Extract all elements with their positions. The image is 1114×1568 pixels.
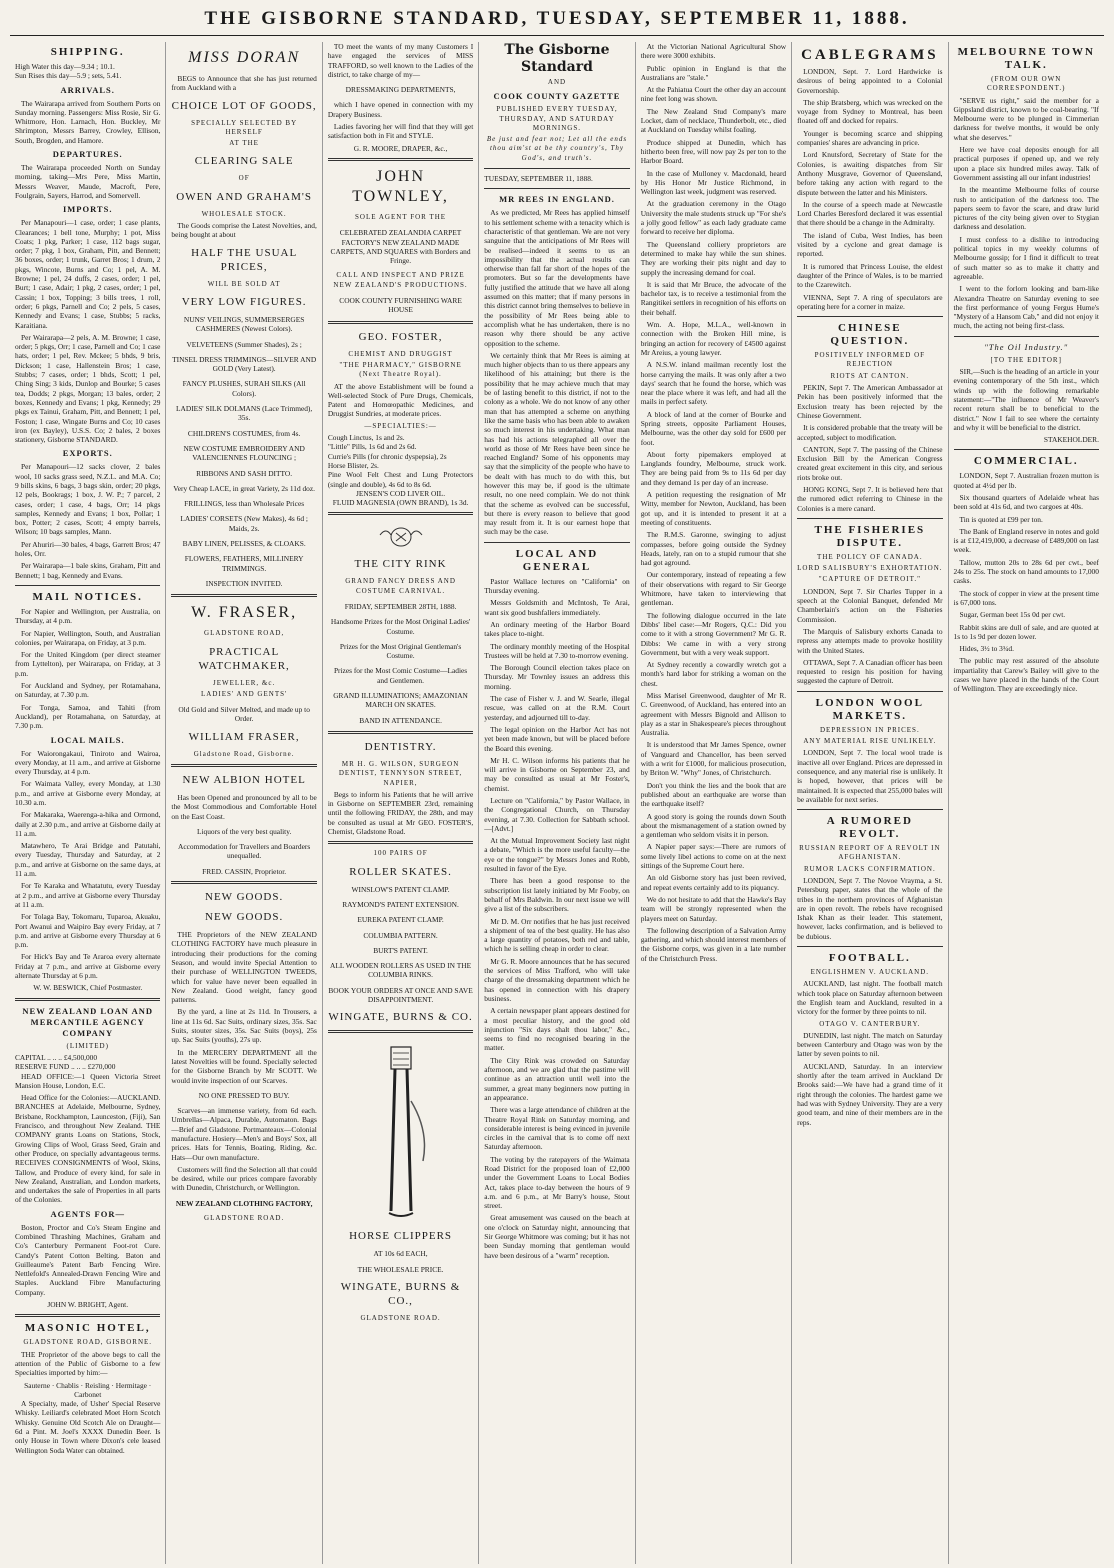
skate-item: RAYMOND'S PATENT EXTENSION. (342, 899, 459, 909)
wingate-addr: GLADSTONE ROAD. (360, 1313, 441, 1322)
nz-loan-sub: (LIMITED) (66, 1041, 109, 1050)
local-mails-heading: LOCAL MAILS. (50, 734, 125, 745)
chinese-item: It is considered probable that the treaty will be accepted, subject to modification. (797, 423, 943, 442)
nz-loan-heading: NEW ZEALAND LOAN AND MERCANTILE AGENCY COMPANY (22, 1005, 154, 1038)
specialties: —SPECIALTIES:— (364, 421, 437, 430)
albion-body: Has been Opened and pronounced by all to be the Most Commodious and Comfortable Hotel on the East Coast. (171, 792, 317, 821)
column-news (636, 42, 792, 1564)
low-figures: VERY LOW FIGURES. (181, 295, 307, 308)
news-item: The following description of a Salvation Army gathering, and which should interest members of the Gisborne corps, was given in a late number of the Christchurch Press. (640, 925, 787, 963)
columns (10, 42, 1104, 1564)
drapery-item: VELVETEENS (Summer Shades), 2s ; (186, 339, 302, 349)
salisbury-sub: LORD SALISBURY'S EXHORTATION. (797, 564, 943, 573)
practical-watchmaker: PRACTICAL WATCHMAKER, (198, 645, 290, 672)
dentist-name: MR H. G. WILSON, SURGEON DENTIST, TENNYSON STREET, NAPIER, (338, 759, 463, 787)
riots-sub: RIOTS AT CANTON. (830, 371, 910, 380)
wine-item: Carbonet (74, 1389, 102, 1399)
sold-at: WILL BE SOLD AT (207, 279, 281, 288)
melbourne-paragraph: I must confess to a dislike to introducing political topics in my weekly columns of Melbourne gossip; for I find it difficult to treat of such matter so as to make it chatty and agreeable. (953, 234, 1099, 281)
wool-sub-2: ANY MATERIAL RISE UNLIKELY. (803, 737, 937, 746)
local-item: Pastor Wallace lectures on "California" on Thursday evening. (484, 576, 630, 596)
capital-line: CAPITAL .. .. .. £4,500,000 (15, 1052, 98, 1062)
melbourne-heading: MELBOURNE TOWN TALK. (957, 46, 1095, 71)
cable-item: The ship Bratsberg, which was wrecked on the voyage from Sydney to Montreal, has been floated off and docked for repairs. (797, 97, 943, 126)
spec-item: Cough Linctus, 1s and 2s. (327, 433, 405, 443)
goods-comprise: The Goods comprise the Latest Novelties, and, being bought at about (171, 221, 317, 240)
ladies-gents: LADIES' AND GENTS' (201, 689, 288, 698)
local-item: The voting by the ratepayers of the Waimata Road District for the proposed loan of £2,000 under the Government Loans to Local Bodies Act, takes place to-day between the hours of 9 a.m. and 6 p.m., at Mr Barry's house, Stout street. (484, 1154, 630, 1211)
agents-heading: AGENTS FOR— (50, 1208, 125, 1219)
carnival: GRAND FANCY DRESS AND COSTUME CARNIVAL. (345, 577, 456, 595)
commercial-item: Six thousand quarters of Adelaide wheat has been sold at 41s 6d, and two cargoes at 40s. (953, 492, 1099, 512)
football-text: AUCKLAND, last night. The football match which took place on Saturday afternoon between the English team and Auckland, resulted in a victory for the former by three points to nil. (797, 979, 943, 1017)
at-the: AT THE (229, 139, 259, 148)
wool-sub: DEPRESSION IN PRICES. (819, 725, 920, 734)
news-item: At Sydney recently a cowardly wretch got a month's hard labor for striking a woman on the chest. (640, 660, 787, 688)
melbourne-sub: (FROM OUR OWN CORRESPONDENT.) (987, 75, 1066, 93)
news-item: At the Pahiatua Court the other day an account nine feet long was shown. (640, 85, 787, 104)
fisheries-sub: THE POLICY OF CANADA. (817, 552, 923, 561)
wool-heading: LONDON WOOL MARKETS. (815, 696, 924, 722)
townley-call: CALL AND INSPECT AND PRIZE NEW ZEALAND'S PRODUCTIONS. (333, 271, 468, 289)
cable-item: VIENNA, Sept 7. A ring of speculators are operating here for a corner in maize. (797, 292, 943, 311)
cablegrams-heading: CABLEGRAMS (801, 47, 939, 63)
chemist: CHEMIST AND DRUGGIST (348, 349, 453, 358)
agents-sign: JOHN W. BRIGHT, Agent. (47, 1300, 129, 1310)
moore-intro: TO meet the wants of my many Customers I have engaged the services of MISS TRAFFORD, so well known to the Ladies of the district, to take charge of my— (327, 42, 474, 79)
masthead: THE GISBORNE STANDARD, TUESDAY, SEPTEMBER 11, 1888. (10, 8, 1104, 36)
oil-sign: STAKEHOLDER. (1043, 435, 1099, 445)
old-gold: Old Gold and Silver Melted, and made up to Order. (178, 705, 310, 724)
wine-list: Sauterne · Chablis · Reisling · Hermitage · Carbonet (24, 1380, 152, 1399)
band: BAND IN ATTENDANCE. (359, 715, 442, 725)
commercial-item: Hides, 3½ to 3¾d. (959, 644, 1014, 654)
paper-and: AND (547, 78, 567, 86)
news-item: A Napier paper says:—There are rumors of some lively libel actions to come on at the next sittings of the Supreme Court here. (640, 842, 787, 871)
news-item: At the graduation ceremony in the Otago University the male students struck up "For she's a jolly good fellow" as each lady graduate came forward to receive her diploma. (640, 199, 787, 237)
commercial-item: Tallow, mutton 20s to 28s 6d per cwt., beef 24s to 25s. The stock on hand amounts to 17,000 casks. (953, 557, 1099, 586)
news-item: The New Zealand Stud Company's mare Locket, dam of necklace, Thunderbolt, etc., died at Auckland on Tuesday whilst foaling. (640, 106, 787, 135)
column-editorial (479, 42, 635, 1564)
news-item: Wm. A. Hope, M.L.A., well-known in connection with the Broken Hill mine, is bringing an action for recovery of £4500 against Mr Areius, a young lawyer. (640, 320, 787, 357)
tide-line: High Water this day—9.34 ; 10.1. (15, 62, 115, 71)
chinese-heading: CHINESE QUESTION. (830, 322, 910, 348)
column-shipping (10, 42, 166, 1564)
cable-item: It is rumored that Princess Louise, the eldest daughter of the Prince of Wales, is to be married to the Czarewitch. (797, 261, 943, 290)
drapery-item: FRILLINGS, less than Wholesale Prices (184, 499, 305, 509)
inspection-invited: INSPECTION INVITED. (205, 578, 283, 588)
commercial-heading: COMMERCIAL. (973, 455, 1079, 468)
drapery-item: CHILDREN'S COSTUMES, from 4s. (187, 428, 301, 438)
column-drapery-ads (166, 42, 322, 1564)
news-item: In the case of Mulloney v. Macdonald, heard by His Honor Mr Justice Richmond, in Wellington last week, judgment was reserved. (640, 168, 787, 197)
owen-graham: OWEN AND GRAHAM'S (176, 190, 312, 203)
imports-text: Per Manapouri—1 case, order; 1 case plants, Clearances; 1 bell tone, Murphy; 1 pot, Miss Coats; 1 pkg, Parker; 1 case, 112 bags sugar, order; 7 pkg, 1 box, Graham, Pitt, and Bennett; 36 boxes, order; 1 trunk, Garret Bros; 1 drum, 2 pkgs, Wincote, Burns and Co; 1 pel, A. M. Browne; 1 pel, 24 duffs, 2 cases, order; 1 pel, Burt; 1 case, Adair; 1 pkg, 2 cases, order; 1 pel, Cassin; 1 box, Topping; 3 bills trees, 1 roll, order; 6 pkgs, Parnell and Co; 2 pels, 5 cases, Kennedy and Evans; 1 case, Stubbs; 5 racks, Karaitiana. (15, 218, 161, 330)
paper-gazette: COOK COUNTY GAZETTE (493, 91, 621, 102)
drapery-item: NEW COSTUME EMBROIDERY AND VALENCIENNES FLOUNCING ; (183, 443, 305, 463)
drapery-item: FANCY PLUSHES, SURAH SILKS (All Colors). (182, 379, 306, 398)
paper-title: The Gisborne Standard (504, 42, 610, 75)
dentistry-heading: DENTISTRY. (364, 740, 437, 753)
half-prices: HALF THE USUAL PRICES, (191, 246, 298, 273)
albion-hotel: NEW ALBION HOTEL (182, 773, 306, 786)
shipping-heading: SHIPPING. (50, 46, 125, 58)
moore-sign: G. R. MOORE, DRAPER, &c., (353, 143, 448, 153)
leader-paragraph: As we predicted, Mr Rees has applied himself to his settlement scheme with a tenacity which is characteristic of that gentleman. We are not very sanguine that the anticipations of Mr Rees will be realised—indeed it seems to us an impossibility that the actual results can otherwise than fall far short of the hopes of the promoters. But so far the developments have fully justified the attitude that we have all along assumed on this matter; that if many persons in this district cannot bring themselves to believe in the possibility of Mr Rees being able to accomplish what he has undertaken, there is no reason why there should be any active opposition to the scheme. (484, 208, 630, 348)
clearing-sale: CLEARING SALE (194, 155, 294, 168)
book-orders: BOOK YOUR ORDERS AT ONCE AND SAVE DISAPPOINTMENT. (328, 985, 473, 1004)
cable-item: Lord Knutsford, Secretary of State for the Colonies, is awaiting dispatches from Sir Anthony Musgrave, Governor of Queensland, before taking any action with regard to the dispute between the latter and his Ministers. (797, 150, 943, 197)
commercial-tail: The public may rest assured of the absolute impartiality that Carew's Bailey will give to the cases we have placed in the hands of the Court of Wellington. They are exceedingly nice. (953, 656, 1099, 694)
city-rink: THE CITY RINK (354, 558, 447, 571)
foster-name: GEO. FOSTER, (358, 330, 443, 343)
fraser-sign: WILLIAM FRASER, (188, 730, 300, 743)
local-general-heading: LOCAL AND GENERAL (515, 547, 599, 573)
factory-addr: GLADSTONE ROAD. (204, 1214, 285, 1223)
melbourne-paragraph: "SERVE us right," said the member for a Gippsland district, known to be coal-bearing. "If Melbourne were to be plunged in Cimmerian darkness for twelve months, it would be only what she deserves." (953, 95, 1099, 142)
local-item: Mr H. C. Wilson informs his patients that he will arrive in Gisborne on September 23, and may be consulted as usual at Mr Foster's, chemist. (484, 755, 630, 793)
local-item: Mr D. M. Orr notifies that he has just received a shipment of tea of the best quality. He has also a large quantity of potatoes, both red and table, which he is selling cheap in order to clear. (484, 916, 630, 954)
capture-sub: "CAPTURE OF DETROIT." (818, 575, 921, 584)
doran-intro: BEGS to Announce that she has just returned from Auckland with a (171, 74, 317, 93)
agents-text: Boston, Proctor and Co's Steam Engine and Combined Thrashing Machines, Graham and Co's Canterbury Permanent Foot-rot Cure. Candy's Patent Cotton Belting. Baton and Guilleaume's Patent Barb Fencing Wire. Nettlefold's Annealed-Drawn Fencing Wire and Staples. Auckland Fibre Manufacturing Company. (15, 1222, 161, 1297)
local-mail-item: For Hick's Bay and Te Araroa every alternate Friday at 7 p.m., and arrive at Gisborne every alternate Thursday at 6 p.m. (15, 952, 161, 981)
wingate-burns-2: WINGATE, BURNS & CO., (340, 1280, 461, 1307)
clothing-factory: NEW ZEALAND CLOTHING FACTORY, (175, 1198, 313, 1208)
wholesale-price: THE WHOLESALE PRICE. (357, 1264, 444, 1274)
foster-body: AT the above Establishment will be found a Well-selected Stock of Pure Drugs, Chemicals, Patent and Homœopathic Medicines, and Druggist Sundries, at moderate prices. (327, 381, 474, 419)
fraser-addr: Gladstone Road, Gisborne. (193, 749, 295, 758)
news-item: The R.M.S. Garonne, swinging to adjust compasses, before going outside the Sydney Heads, lately, ran on to a stupid rumour that she had got aground. (640, 530, 787, 568)
jeweller: JEWELLER, &c. (213, 678, 276, 687)
news-item: Public opinion in England is that the Australians are "stale." (640, 63, 787, 82)
all-wooden: ALL WOODEN ROLLERS AS USED IN THE COLUMBIA RINKS. (330, 961, 472, 980)
customers-text: Customers will find the Selection all that could be desired, while our prices compare favorably with Dunedin, Christchurch, or Wellington. (171, 1164, 317, 1193)
mail-heading: MAIL NOTICES. (32, 590, 143, 603)
skate-item: WINSLOW'S PATENT CLAMP. (351, 884, 450, 894)
column-cablegrams (792, 42, 948, 1564)
wine-item: Sauterne (24, 1380, 50, 1390)
roller-skates: ROLLER SKATES. (349, 865, 452, 878)
horse-clippers-icon (361, 1041, 441, 1221)
local-item: The case of Fisher v. J. and W. Searle, illegal rescue, was called on at the R.M. Court yesterday, and adjourned till to-day. (484, 694, 630, 722)
news-item: It is understood that Mr James Spence, owner of Vanguard and Chancellor, has been served with a writ for £1000, for malicious prosecution, by Briton W. "Why" Jones, of Christchurch. (640, 740, 787, 778)
news-item: A petition requesting the resignation of Mr Witty, member for Newton, Auckland, has been got up, and it is intended to present it at a meeting of constituents. (640, 490, 787, 527)
local-item: At the Mutual Improvement Society last night a debate, "Which is the more useful faculty—the eye or the tongue?" by Messrs Jones and Robb, resulted in favor of the Eye. (484, 836, 630, 874)
local-item: Great amusement was caused on the beach at one o'clock on Saturday night, announcing that Sir George Whitmore was coming; but it has not been Sunday morning that gentleman would have been desirous of a "warm" reception. (484, 1213, 630, 1260)
news-item: Produce shipped at Dunedin, which has hitherto been free, will now pay 2s per ton to the Harbor Board. (640, 137, 787, 166)
local-item: There was a large attendance of children at the Theatre Royal Rink on Saturday morning, and considerable interest is being evinced in juvenile circles in the carnival that is to come off next Saturday afternoon. (484, 1105, 630, 1152)
local-mail-item: For Te Karaka and Whatatutu, every Tuesday at 2 p.m., and arrive at Gisborne every Thursday at 11 a.m. (15, 881, 161, 909)
commercial-item: Rabbit skins are dull of sale, and are quoted at 1s to 1s 9d per dozen lower. (953, 622, 1099, 641)
moore-body: which I have opened in connection with my Drapery Business. (327, 100, 474, 119)
dentist-body: Begs to inform his Patients that he will arrive in Gisborne on SEPTEMBER 23rd, remaining until the following FRIDAY, the 28th, and may be consulted as usual at Mr GEO. FOSTER'S, Chemist, Gladstone Road. (327, 789, 474, 837)
prizes-comic: Prizes for the Most Comic Costume—Ladies and Gentlemen. (333, 666, 468, 685)
cable-item: In the course of a speech made at Newcastle Lord Charles Beresford declared it was essential that there should be a change in the Admiralty. (797, 199, 943, 228)
melbourne-paragraph: I went to the forlorn looking and barn-like Alexandra Theatre on Saturday evening to see the first performance of young Fergus Hume's "Mystery of a Hansom Cab," and did not enjoy it much, the acting not being first-class. (953, 284, 1099, 331)
imports-text-2: Per Wairarapa—2 pels, A. M. Browne; 1 case, order; 5 pkgs, Orr; 1 case, Parnell and Co; 1 case hats, order; 1 pel, Rev. Mckee; 5 bhds, 9 bris, Dickson; 1 case, Hallenstein Bros; 1 case, Stubbs; 7 cases, order; 1 bhds, Scott; 1 pel, Ching Sing; 3 kids, Dunlop and Bourke; 5 cases tea, Dodds; 2 pkgs, Morgan; 13 bales, order; 2 boxes, Kennedy and Evans; 1 pkg, Kennedy; 29 pkgs ex Tainui, Graham, Pitt, and Bennett; 1 pel, Foston; 1 case, Wingate Burns and Co; 10 cases iron (ex Bayley), U.S.S. Co; 2 bales, 2 boxes stationery, Gisborne STANDARD. (15, 332, 161, 445)
mail-item: For the United Kingdom (per direct steamer from Lyttelton), per Wairarapa, on Friday, at 3 p.m. (15, 650, 161, 678)
commercial-item: Tin is quoted at £99 per ton. (959, 514, 1043, 524)
choice-lot: CHOICE LOT OF GOODS, (171, 99, 317, 112)
local-item: The ordinary monthly meeting of the Hospital Trustees will be held at 7.30 to-morrow evening. (484, 641, 630, 660)
oil-text: SIR,—Such is the heading of an article in your evening contemporary of the 5th inst., which winds up with the following remarkable statement:—"The influence of Mr Weaver's recent return shall be to beneficial to the district." Now I fail to see where the certainty and why it will be beneficial to the district. (953, 367, 1099, 432)
mail-item: For Auckland and Sydney, per Rotamahana, on Saturday, at 7.30 p.m. (15, 681, 161, 700)
departures-text: The Wairarapa proceeded North on Sunday morning, taking—Mrs Pere, Miss Martin, Messrs Weaver, Maude, Macroft, Pere, Foulgrain, Sayers, Harrod, and Somervell. (15, 163, 161, 200)
masonic-tail: A Specialty, made, of Usher' Special Reserve Whisky. Leiliard's celebrated Moet Horn Scotch Whisky. Genuine Old Scotch Ale on Draught—6d a Pint. M. Joel's XXXX Dunedin Beer. Is only House in Town where Dixon's cele leased Wellington Soda Water can obtained. (15, 1399, 161, 1455)
drapery-item: LADIES' SILK DOLMANS (Lace Trimmed), 35s. (176, 404, 313, 423)
news-item: Our contemporary, instead of repeating a few of their observations with regard to Sir George Whitmore, have taken to interviewing that gentleman. (640, 570, 787, 608)
townley-sub: SOLE AGENT FOR THE (355, 212, 447, 221)
local-mail-item: Matawhero, Te Arai Bridge and Patutahi, every Tuesday, Thursday and Saturday, at 2 p.m., and arrive at Gisborne on the same days, at 11 a.m. (15, 841, 161, 879)
revolt-sub-2: RUMOR LACKS CONFIRMATION. (803, 864, 936, 873)
commercial-item: Sugar, German beet 15s 0d per cwt. (959, 610, 1066, 620)
moore-ladies: Ladies favoring her will find that they will get satisfaction both in Fit and STYLE. (327, 122, 474, 141)
suits-list: By the yard, a line at 2s 11d. In Trousers, a line at 11s 6d. Sac Suits, ordinary sizes, 35s. Sac Suits, stouter sizes, 35s. Sac Suits (boys), 25s up. Sac Suits (youths), 27s up. (171, 1007, 317, 1045)
fisheries-item: The Marquis of Salisbury exhorts Canada to repress any attempts made to provoke hostility with the United States. (797, 626, 943, 655)
prizes-ladies: Handsome Prizes for the Most Original Ladies' Costume. (330, 617, 471, 636)
local-item: Mr G. R. Moore announces that he has secured the services of Miss Trafford, who will take charge of the dressmaking department which he has opened in connection with his drapery business. (484, 956, 630, 1003)
skate-item: BURT'S PATENT. (373, 945, 428, 955)
oil-heading: "The Oil Industry." (984, 341, 1069, 352)
masonic-body: THE Proprietor of the above begs to call the attention of the Public of Gisborne to a few Specialties imported by him:— (15, 1349, 161, 1378)
fisheries-heading: THE FISHERIES DISPUTE. (814, 523, 926, 549)
carnival-date: FRIDAY, SEPTEMBER 28TH, 1888. (344, 601, 457, 611)
local-mail-item: For Waimata Valley, every Monday, at 1.30 p.m., and arrive at Gisborne every Monday, at 10.30 a.m. (15, 779, 161, 807)
spec-item: JENSEN'S COD LIVER OIL. (355, 488, 446, 498)
arrivals-heading: ARRIVALS. (60, 84, 115, 95)
selected-line: SPECIALLY SELECTED BY HERSELF (191, 118, 298, 136)
chinese-sub: POSITIVELY INFORMED OF REJECTION (814, 351, 926, 369)
prizes-gents: Prizes for the Most Original Gentleman's Costume. (339, 641, 462, 661)
commercial-item: LONDON, Sept 7. Australian frozen mutton is quoted at 4½d per lb. (953, 471, 1099, 490)
cable-item: The island of Cuba, West Indies, has been visited by a cyclone and great damage is reported. (797, 230, 943, 259)
news-item: An old Gisborne story has just been revived, and repeat events certainly add to its piquancy. (640, 873, 787, 892)
townley-body: CELEBRATED ZEALANDIA CARPET FACTORY'S NEW ZEALAND MADE CARPETS, AND SQUARES with Borders and Fringe. (330, 228, 471, 266)
imports-heading: IMPORTS. (62, 204, 113, 215)
arrivals-text: The Wairarapa arrived from Southern Ports on Sunday morning. Passengers: Miss Rosie, Sir G. Whitmore, Hon. Larnach, Hon. Buckley, Mr Shrimpton, Messrs Barrey, Crowley, Ellison, South, Brogden, and Hamore. (15, 98, 161, 145)
departures-heading: DEPARTURES. (52, 149, 123, 160)
drapery-item: TINSEL DRESS TRIMMINGS—SILVER AND GOLD (Very Latest). (172, 354, 317, 374)
local-item: The legal opinion on the Harbor Act has not yet been made known, but will be placed before the Board this evening. (484, 724, 630, 753)
head-office: HEAD OFFICE:—1 Queen Victoria Street Mansion House, London, E.C. (15, 1071, 161, 1090)
horse-clippers: HORSE CLIPPERS (349, 1230, 453, 1243)
of-line: OF (238, 174, 250, 183)
skate-item: COLUMBIA PATTERN. (363, 930, 438, 940)
drapery-item: LADIES' CORSETS (New Makes), 4s 6d ; Maids, 2s. (180, 514, 308, 533)
wool-text: LONDON, Sept 7. The local wool trade is inactive all over England. Prices are depressed in consequence, and any material rise is unlikely. It is hoped, however, that prices will be maintained. It is expected that 255,000 bales will be available for next series. (797, 748, 943, 804)
cable-item: Younger is becoming scarce and shipping companies' shares are advancing in price. (797, 128, 943, 148)
nz-loan-body: Head Office for the Colonies:—AUCKLAND. BRANCHES at Adelaide, Melbourne, Sydney, Brisbane, Rockhampton, Launceston, (Fiji), San Francisco, and throughout New Zealand. THE COMPANY grants Loans on Stations, Stock, Growing Clips of Wool, Grass Seed, Grain and other Produce, on specially advantageous terms. RECEIVES CONSIGNMENTS of Wool, Skins, Tallow, and Produce of every kind, for sale in New Zealand, Australian, and London markets, and undertakes the sale of Properties in all parts of the Colonies. (15, 1093, 161, 1205)
drapery-item: FLOWERS, FEATHERS, MILLINERY TRIMMINGS. (184, 554, 304, 573)
news-item: We do not hesitate to add that the Hawke's Bay team will be strongly represented when the players meet on Saturday. (640, 894, 787, 923)
melbourne-paragraph: Here we have coal deposits enough for all practical purposes if opened up, and we rely upon a place six hundred miles away. Talk of Government assisting all our infant industries! (953, 145, 1099, 182)
leader-paragraph: We certainly think that Mr Rees is aiming at much higher objects than to us there appears any likelihood of his attaining; but there is the possibility that he may achieve much that may be of lasting benefit to this district, if not to the colony as a whole. We do not know of any other man that has attempted a scheme on anything like the same basis who has been able to awaken so much interest in his undertaking. What man has had his actions telegraphed all over the world as those of Mr Rees have been since he reached England? Some of his opponents may say that the simplicity of the people who have to be dealt with has much to do with this, but however this may be, if good is the ultimate result, no one need complain. We do not think that the scheme as evolved can be successful, but there is every reason to believe that good may result from it. It is our earnest hope that such may be the case. (484, 350, 630, 537)
pairs-of: 100 PAIRS OF (373, 849, 428, 858)
local-mail-item: For Makaraka, Waerenga-a-hika and Ormond, daily at 2.30 p.m., and arrive at Gisborne daily at 11 a.m. (15, 810, 161, 838)
local-item: The City Rink was crowded on Saturday afternoon, and we are glad that the pastime will continue as an attraction until well into the summer, a great many beginners now putting in an appearance. (484, 1055, 630, 1102)
spec-item: Pine Wool Felt Chest and Lung Protectors (single and double), 4s 6d to 8s 6d. (327, 470, 474, 489)
no-one-pressed: NO ONE PRESSED TO BUY. (198, 1090, 290, 1100)
column-shop-ads (323, 42, 479, 1564)
leader-heading: MR REES IN ENGLAND. (499, 194, 615, 205)
revolt-heading: A RUMORED REVOLT. (826, 815, 913, 841)
wine-item: Hermitage (115, 1380, 147, 1390)
exports-text: Per Manapouri—12 sacks clover, 2 bales wool, 10 sacks grass seed, N.Z.L. and M.A. Co; 9 bills skins, 6 bags, 3 bags skin, order; 20 pkgs, 12 pels, Bookrags; 1 box, J. W. P.; 7 parcel, 2 cases, order; 1 case, 4 bags, Orr; 14 pkgs samples, Kennedy and Evans; 1 box, Pollar; 1 box, Potter; 2 cases, Scott; 4 empty barrels, Wilson; 10 bags samples, Mann. (15, 462, 161, 537)
news-item: Miss Marisel Greenwood, daughter of Mr R. C. Greenwood, of Auckland, has entered into an agreement with Messrs Bignold and Allison to play as a star in Shakespeare's pieces throughout Australia. (640, 691, 787, 738)
local-item: There has been a good response to the subscription list lately initiated by Mr Fooby, on behalf of Mrs Baldwin. In our next issue we will give a list of the subscribers. (484, 876, 630, 914)
melbourne-paragraph: In the meantime Melbourne folks of course rush to anticipation of the darkness too. The papers seem to favor the scare, and draw lurid pictures of the city being given over to Stygian darkness and desolation. (953, 185, 1099, 232)
local-item: The Borough Council election takes place on Thursday. Mr Townley issues an address this morning. (484, 663, 630, 691)
mercery-text: In the MERCERY DEPARTMENT all the latest Novelties will be found. Specially selected for the Gisborne Branch by Mr SCOTT. We would invite inspection of our Scarves. (171, 1047, 317, 1085)
local-mail-item: For Waiorongakaui, Tiniroto and Wairoa, every Monday, at 11 a.m., and arrive at Gisborne every Thursday, at 4 p.m. (15, 748, 161, 777)
miss-doran-title: MISS DORAN (188, 49, 301, 66)
fisheries-item: LONDON, Sept 7. Sir Charles Tupper in a speech at the Colonial Banquet, defended Mr Chamberlain's action on the Fisheries Commission. (797, 586, 943, 624)
mail-item: For Tonga, Samoa, and Tahiti (from Auckland), per Rotamahana, on Saturday, at 7.30 p.m. (15, 702, 161, 731)
commercial-item: The Bank of England reserve in notes and gold is at £12,419,000, a decrease of £489,000 on last week. (953, 526, 1099, 555)
local-mail-item: For Tolaga Bay, Tokomaru, Tuparoa, Akuaku, Port Awanui and Waipiro Bay every Friday, at 7 p.m. and arrive at Gisborne every Thursday at 6 p.m. (15, 912, 161, 950)
postmaster-sign: W. W. BESWICK, Chief Postmaster. (33, 983, 143, 993)
cable-item: LONDON, Sept. 7. Lord Hardwicke is desirous of being appointed to a Colonial Governorship. (797, 67, 943, 95)
scarves-list: Scarves—an immense variety, from 6d each. Umbrellas—Alpaca, Durable, Automaton. Bags—Brief and Gladstone. Portmanteaux—Colonial manufacture. Hosiery—Men's and Boys' Sox, all prices. Hats for Tennis, Boating, Riding, &c. Hats—Our own manufacture. (171, 1106, 317, 1162)
chinese-item: PEKIN, Sept 7. The American Ambassador at Pekin has been positively informed that the Exclusion treaty has been rejected by the Chinese Government. (797, 383, 943, 420)
news-item: The Queensland colliery proprietors are determined to make hay while the sun shines. They are working their pits night and day to supply the increasing demand for coal. (640, 239, 787, 277)
cook-county-furnishing: COOK COUNTY FURNISHING WARE HOUSE (339, 296, 462, 315)
new-goods: NEW GOODS. (205, 891, 284, 904)
dressmaking: DRESSMAKING DEPARTMENTS, (345, 85, 456, 95)
news-item: Don't you think the lies and the book that are published about an earthquake are worse than the earthquake itself? (640, 780, 787, 809)
news-item: A N.S.W. inland mailman recently lost the horse carrying the mails. It was only after a two days' search that he found the horse, which was near the place where it was left, and had all the mails in perfect safety. (640, 360, 787, 407)
news-item: A block of land at the corner of Bourke and Spring streets, opposite Parliament Houses, Melbourne, was the other day sold for £600 per foot. (640, 409, 787, 447)
mail-item: For Napier, Wellington, South, and Australian colonies, per Wairarapa, on Friday, at 3 p.m. (15, 628, 161, 647)
pharmacy: "THE PHARMACY," GISBORNE (Next Theatre Royal). (339, 360, 462, 379)
news-item: About forty pipemakers employed at Langlands foundry, Melbourne, struck work. They are being paid from 9s to 11s 6d per day and they demand 1s per day of an increase. (640, 449, 787, 487)
spec-item: Horse Blister, 2s. (327, 460, 379, 470)
wingate-burns: WINGATE, BURNS & CO. (328, 1011, 473, 1024)
accommodation: Accommodation for Travellers and Boarders unequalled. (178, 842, 311, 861)
wine-item: Chablis (56, 1380, 79, 1390)
spec-item: Currie's Pills (for chronic dyspepsia), 2s (327, 451, 447, 461)
otago-sub: OTAGO V. CANTERBURY. (819, 1019, 921, 1028)
news-item: A good story is going the rounds down South about the mismanagement of a station owned by a gentleman who seldom visits it in person. (640, 811, 787, 840)
revolt-sub: RUSSIAN REPORT OF A REVOLT IN AFGHANISTAN. (799, 844, 941, 862)
published-line: PUBLISHED EVERY TUESDAY, THURSDAY, AND SATURDAY MORNINGS. (496, 105, 618, 132)
chinese-item: HONG KONG, Sept 7. It is believed here that the rumored edict referring to Chinese in the Colonies is a mere canard. (797, 484, 943, 513)
exports-heading: EXPORTS. (62, 448, 113, 459)
motto: Be just and fear not; Let all the ends thou aim'st at be thy country's, Thy God's, and truth's. (486, 135, 628, 162)
football-sub: ENGLISHMEN V. AUCKLAND. (810, 968, 930, 977)
column-melbourne (949, 42, 1104, 1564)
news-item: The following dialogue occurred in the late Dibbs' libel case:—Mr Rogers, Q.C.: Did you come to it with a strong Government? Mr G. R. Dibbs: We came in with a very strong Government, but with a very weak support. (640, 610, 787, 657)
drapery-item: Very Cheap LACE, in great Variety, 2s 11d doz. (173, 483, 316, 493)
local-item: Lecture on "California," by Pastor Wallace, in the Congregational Church, on Thursday evening, at 7.30. Collection for Sabbath school.—[Advt.] (484, 796, 630, 833)
fraser-sub: GLADSTONE ROAD, (204, 629, 285, 638)
revolt-text: LONDON, Sept 7. The Novoe Vrayma, a St. Petersburg paper, states that the whole of the tribes in the northern provinces of Afghanistan are in open revolt. The rebels have recognised Ishak Khan as their leader. This statement, however, lacks confirmation, and is believed to be dubious. (797, 876, 943, 941)
local-item: A certain newspaper plant appears destined for a most peculiar history, and the good old injunction "Six days shalt thou labor," &c., seems to find no recognised bearing in the matter. (484, 1006, 630, 1053)
townley-name: JOHN TOWNLEY, (352, 167, 449, 205)
nz-clothing-body: THE Proprietors of the NEW ZEALAND CLOTHING FACTORY have much pleasure in introducing their productions for the coming Season, and would invite Special Attention to their purchase of WELLINGTON TWEEDS, which for value have never been equalled in New Zealand. Good weight, fancy good patterns. (171, 930, 317, 1005)
new-goods: NEW GOODS. (205, 911, 284, 924)
spec-item: "Little" Pills, 1s 6d and 2s 6d. (327, 442, 417, 452)
reserve-line: RESERVE FUND .. .. .. £270,000 (15, 1062, 116, 1072)
fisheries-item: OTTAWA, Sept 7. A Canadian officer has been requested to resign his position for having suggested the capture of Detroit. (797, 657, 943, 686)
football-text: AUCKLAND, Saturday. In an interview shortly after the team arrived in Auckland Dr Brooks said:—We have had a grand time of it right through the colonies. The hardest game we had was with Sydney University. They are a very good team, and nine of their members are in the reps. (797, 1061, 943, 1127)
illuminations: GRAND ILLUMINATIONS; AMAZONIAN MARCH ON SKATES. (333, 691, 468, 710)
exports-text-3: Per Wairarapa—1 bale skins, Graham, Pitt and Bennett; 1 bag, Kennedy and Evans. (15, 561, 161, 580)
mail-item: For Napier and Wellington, per Australia, on Thursday, at 4 p.m. (15, 606, 161, 626)
football-heading: FOOTBALL. (828, 952, 911, 965)
albion-sign: FRED. CASSIN, Proprietor. (202, 866, 287, 876)
liquors: Liquors of the very best quality. (196, 826, 292, 836)
news-item: It is said that Mr Bruce, the advocate of the bachelor tax, is to receive a testimonial from the Rangitikei settlers in recognition of his efforts on their behalf. (640, 279, 787, 317)
masonic-sub: GLADSTONE ROAD, GISBORNE. (23, 1338, 153, 1347)
skate-item: EUREKA PATENT CLAMP. (357, 915, 444, 925)
drapery-item: BABY LINEN, PELISSES, & CLOAKS. (182, 539, 306, 549)
news-item: At the Victorian National Agricultural Show there were 3000 exhibits. (640, 42, 787, 61)
wholesale-stock: WHOLESALE STOCK. (201, 209, 287, 218)
football-text: DUNEDIN, last night. The match on Saturday between Canterbury and Otago was won by the latter by seven points to nil. (797, 1030, 943, 1059)
sun-line: Sun Rises this day—5.9 ; sets, 5.41. (15, 71, 122, 81)
local-item: Messrs Goldsmith and McIntosh, Te Arai, want six good bushfallers immediately. (484, 598, 630, 617)
chinese-item: CANTON, Sept 7. The passing of the Chinese Exclusion Bill by the American Congress created great excitement in this city, and serious riots broke out. (797, 444, 943, 482)
exports-text-2: Per Ahuriri—30 bales, 4 bags, Garrett Bros; 47 holes, Orr. (15, 539, 161, 559)
masonic-heading: MASONIC HOTEL, (24, 1322, 151, 1335)
drapery-item: RIBBONS AND SASH DITTO. (196, 468, 293, 478)
oil-sub: [TO THE EDITOR] (990, 355, 1062, 364)
coat-of-arms-icon (376, 523, 426, 549)
clipper-price: AT 10s 6d EACH, (373, 1249, 428, 1259)
fraser-name: W. FRASER, (191, 604, 298, 622)
local-item: An ordinary meeting of the Harbor Board takes place to-night. (484, 619, 630, 639)
editorial-date: TUESDAY, SEPTEMBER 11, 1888. (484, 174, 593, 184)
wine-item: Reisling (84, 1380, 110, 1390)
drapery-item: NUNS' VEILINGS, SUMMERSERGES CASHMERES (Newest Colors). (183, 314, 305, 334)
commercial-item: The stock of copper in view at the present time is 67,000 tons. (953, 588, 1099, 607)
spec-item: FLUID MAGNESIA (OWN BRAND), 1s 3d. (332, 498, 469, 508)
